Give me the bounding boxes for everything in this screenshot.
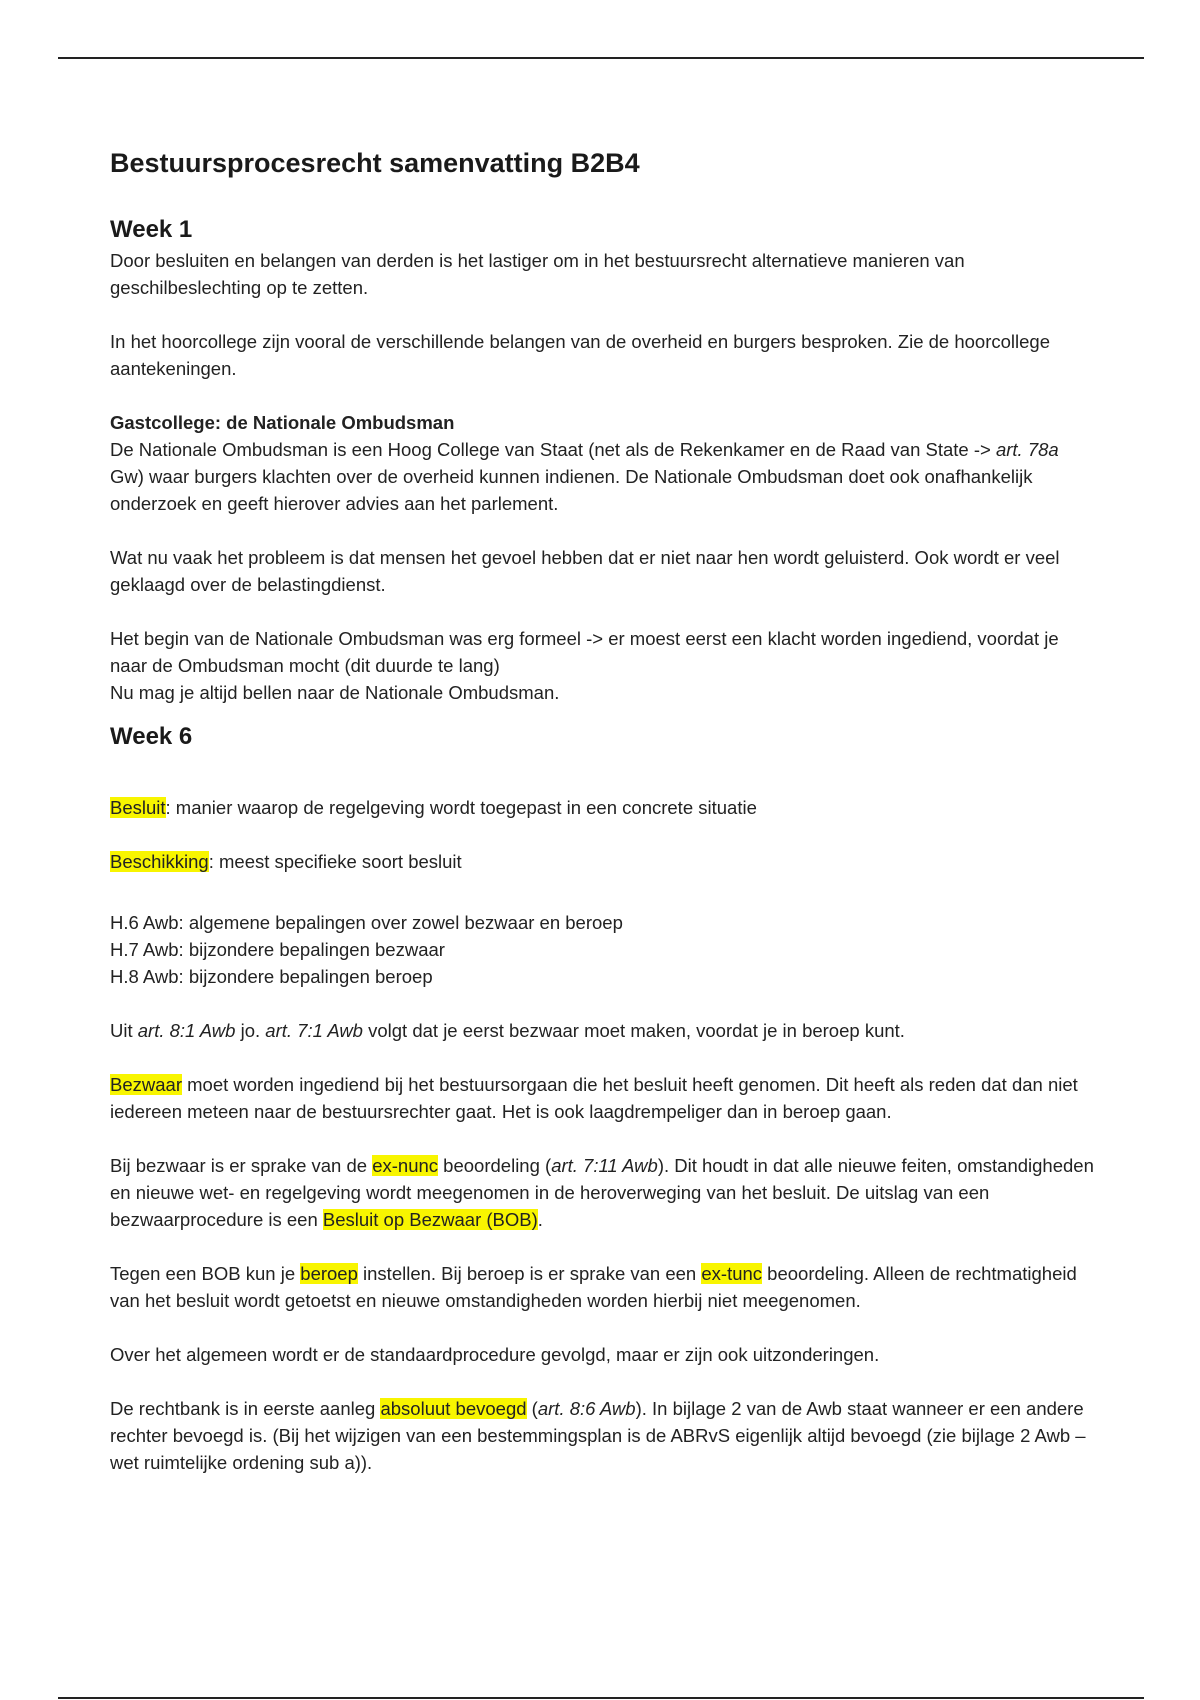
- document-title: Bestuursprocesrecht samenvatting B2B4: [110, 148, 640, 178]
- bezwaar-paragraph: [110, 1071, 1095, 1125]
- awb-h7: H.7 Awb: bijzondere bepalingen bezwaar: [110, 939, 445, 960]
- week6-heading: Week 6: [110, 723, 193, 750]
- week1-paragraph-2: In het hoorcollege zijn vooral de verschillende belangen van de overheid en burgers besproken. Zie de hoorcollege aantekeningen.: [110, 331, 1051, 379]
- uit-article-2: art. 7:1 Awb: [265, 1020, 363, 1041]
- exnunc-article: art. 7:11 Awb: [551, 1155, 658, 1176]
- extunc-text-b: instellen. Bij beroep is er sprake van een: [357, 1263, 702, 1284]
- exnunc-text-c: ). Dit houdt in dat alle nieuwe feiten, omstandigheden en nieuwe wet- en regelgeving wordt meegenomen in de heroverweging van het besluit. De uitslag van een bezwaarprocedure is een: [110, 1155, 1094, 1230]
- week1-paragraph-5a: Het begin van de Nationale Ombudsman was erg formeel -> er moest eerst een klacht worden ingediend, voordat je naar de Ombudsman mocht (dit duurde te lang): [110, 628, 1059, 676]
- uit-text-c: volgt dat je eerst bezwaar moet maken, voordat je in beroep kunt.: [362, 1020, 905, 1041]
- week1-paragraph-5b: Nu mag je altijd bellen naar de Nationale Ombudsman.: [110, 682, 560, 703]
- gastcollege-heading: [110, 409, 1095, 436]
- bezwaar-text: moet worden ingediend bij het bestuursorgaan die het besluit heeft genomen. Dit heeft als reden dat dan niet iedereen meteen naar de bestuursrechter gaat. Het is ook laagdrempeliger dan in beroep gaan.: [110, 1074, 1078, 1122]
- beschikking-definition: [110, 848, 1095, 875]
- beschikking-term: Beschikking: [110, 851, 209, 872]
- exnunc-term: ex-nunc: [372, 1155, 439, 1176]
- uit-text-a: Uit: [110, 1020, 138, 1041]
- rechtbank-paragraph: [110, 1395, 1095, 1476]
- top-rule: [58, 57, 1144, 59]
- document-body: [110, 148, 1095, 1476]
- bob-term: Besluit op Bezwaar (BOB): [322, 1209, 538, 1230]
- rb-text-b: (: [526, 1398, 538, 1419]
- rb-text-c: ). In bijlage 2 van de Awb staat wanneer er een andere rechter bevoegd is. (Bij het wijzigen van een bestemmingsplan is de ABRvS eigenlijk altijd bevoegd (zie bijlage 2 Awb – wet ruimtelijke ordening sub a)).: [110, 1398, 1086, 1473]
- exnunc-text-d: .: [537, 1209, 543, 1230]
- absoluut-bevoegd-term: absoluut bevoegd: [380, 1398, 527, 1419]
- week1-paragraph-4: Wat nu vaak het probleem is dat mensen het gevoel hebben dat er niet naar hen wordt geluisterd. Ook wordt er veel geklaagd over de belastingdienst.: [110, 547, 1060, 595]
- beschikking-def-text: : meest specifieke soort besluit: [208, 851, 462, 872]
- week1-paragraph-1: Door besluiten en belangen van derden is het lastiger om in het bestuursrecht alternatieve manieren van geschilbeslechting op te zetten.: [110, 250, 965, 298]
- p3-text-b: Gw) waar burgers klachten over de overheid kunnen indienen. De Nationale Ombudsman doet ook onafhankelijk onderzoek en geeft hierover advies aan het parlement.: [110, 466, 1033, 514]
- rb-article: art. 8:6 Awb: [537, 1398, 636, 1419]
- bottom-rule: [58, 1697, 1144, 1699]
- p3-text-a: De Nationale Ombudsman is een Hoog College van Staat (net als de Rekenkamer en de Raad van State ->: [110, 439, 996, 460]
- awb-h8: H.8 Awb: bijzondere bepalingen beroep: [110, 966, 433, 987]
- gastcollege-heading-text: Gastcollege: de Nationale Ombudsman: [110, 412, 455, 433]
- week1-paragraph-3: [110, 436, 1095, 517]
- beroep-term: beroep: [300, 1263, 358, 1284]
- extunc-term: ex-tunc: [701, 1263, 763, 1284]
- uit-article-1: art. 8:1 Awb: [137, 1020, 236, 1041]
- extunc-paragraph: [110, 1260, 1095, 1314]
- p3-article-ref: art. 78a: [995, 439, 1059, 460]
- uit-paragraph: [110, 1017, 1095, 1044]
- bezwaar-term: Bezwaar: [110, 1074, 182, 1095]
- besluit-term: Besluit: [110, 797, 166, 818]
- exnunc-paragraph: [110, 1152, 1095, 1233]
- extunc-text-a: Tegen een BOB kun je: [110, 1263, 301, 1284]
- algemeen-paragraph: Over het algemeen wordt er de standaardprocedure gevolgd, maar er zijn ook uitzonderingen.: [110, 1344, 880, 1365]
- uit-text-b: jo.: [235, 1020, 266, 1041]
- awb-h6: H.6 Awb: algemene bepalingen over zowel bezwaar en beroep: [110, 912, 623, 933]
- extunc-text-c: beoordeling. Alleen de rechtmatigheid van het besluit wordt getoetst en nieuwe omstandigheden worden hierbij niet meegenomen.: [110, 1263, 1077, 1311]
- besluit-def-text: : manier waarop de regelgeving wordt toegepast in een concrete situatie: [165, 797, 757, 818]
- rb-text-a: De rechtbank is in eerste aanleg: [110, 1398, 381, 1419]
- besluit-definition: [110, 794, 1095, 821]
- exnunc-text-b: beoordeling (: [438, 1155, 552, 1176]
- week1-heading: Week 1: [110, 216, 193, 243]
- exnunc-text-a: Bij bezwaar is er sprake van de: [110, 1155, 373, 1176]
